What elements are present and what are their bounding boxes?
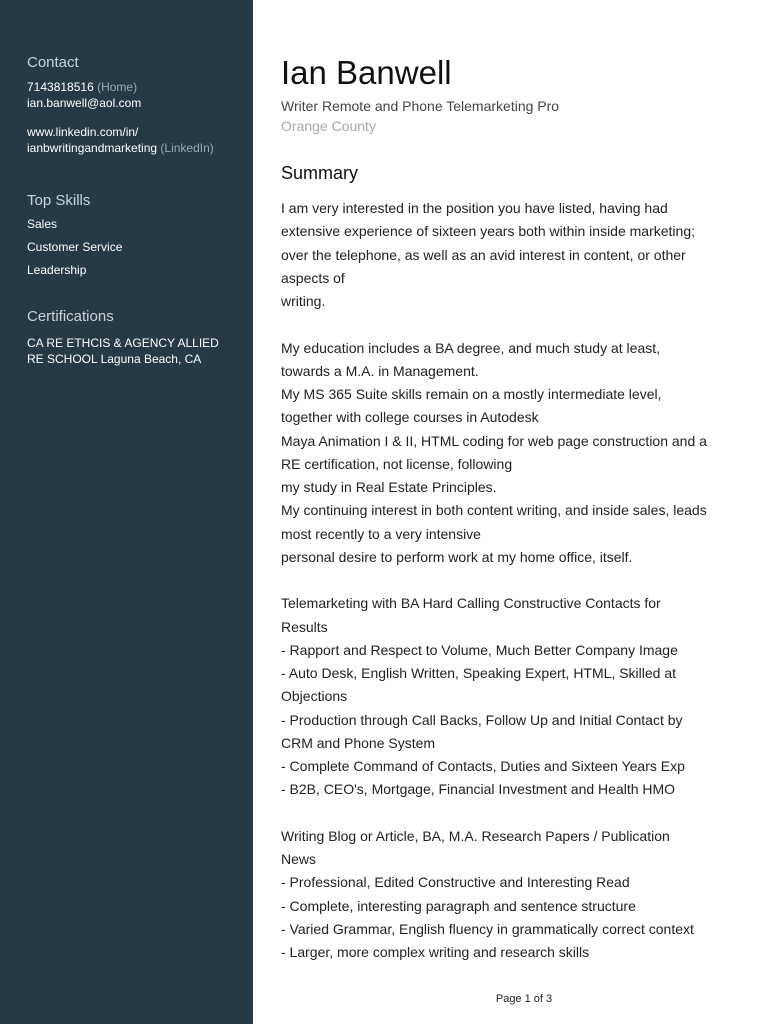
summary-line: - Complete, interesting paragraph and sentence structure: [281, 897, 636, 914]
certifications-heading: Certifications: [27, 308, 114, 325]
summary-line: CRM and Phone System: [281, 734, 436, 751]
summary-line: my study in Real Estate Principles.: [281, 479, 497, 495]
phone-line: [27, 79, 249, 95]
page-footer: Page 1 of 3: [495, 993, 553, 1005]
summary-line: - Varied Grammar, English fluency in grammatically correct context: [281, 920, 694, 937]
summary-line: RE certification, not license, following: [281, 455, 513, 472]
certification-line: RE SCHOOL Laguna Beach, CA: [27, 352, 202, 366]
summary-line: extensive experience of sixteen years both within inside marketing;: [281, 223, 695, 240]
summary-line: I am very interested in the position you have listed, having had: [281, 200, 668, 216]
summary-line: towards a M.A. in Management.: [281, 362, 479, 379]
summary-heading: Summary: [281, 163, 359, 183]
summary-line: Telemarketing with BA Hard Calling Constructive Contacts for: [281, 595, 661, 612]
skill-item: Customer Service: [27, 240, 123, 254]
skill-item: Sales: [27, 217, 58, 231]
summary-line: - Larger, more complex writing and research skills: [281, 944, 590, 960]
summary-line: - Professional, Edited Constructive and Interesting Read: [281, 874, 630, 891]
summary-line: My MS 365 Suite skills remain on a mostly intermediate level,: [281, 386, 662, 402]
summary-line: My continuing interest in both content writing, and inside sales, leads: [281, 502, 707, 519]
certifications-section: [27, 308, 249, 367]
summary-spacer: [281, 802, 747, 825]
headline: Writer Remote and Phone Telemarketing Pro: [281, 98, 560, 114]
skill-item: Leadership: [27, 263, 87, 277]
summary-line: My education includes a BA degree, and much study at least,: [281, 339, 661, 356]
contact-section: [27, 54, 249, 156]
contact-heading: Contact: [27, 54, 79, 71]
summary-line: News: [281, 851, 317, 867]
summary-line: Results: [281, 618, 328, 635]
summary-line: - Production through Call Backs, Follow Up and Initial Contact by: [281, 711, 683, 728]
summary-line: - Rapport and Respect to Volume, Much Better Company Image: [281, 641, 678, 658]
summary-line: most recently to a very intensive: [281, 525, 481, 542]
summary-line: personal desire to perform work at my home office, itself.: [281, 548, 633, 565]
linkedin-label: (LinkedIn): [160, 141, 214, 155]
summary-line: over the telephone, as well as an avid interest in content, or other: [281, 246, 686, 263]
candidate-name: Ian Banwell: [281, 54, 452, 91]
top-skills-section: [27, 192, 249, 282]
summary-line: - Complete Command of Contacts, Duties and Sixteen Years Exp: [281, 758, 685, 774]
summary-spacer: [281, 569, 747, 592]
summary-line: Objections: [281, 688, 348, 705]
linkedin-url-line1[interactable]: www.linkedin.com/in/: [27, 125, 139, 139]
top-skills-heading: Top Skills: [27, 192, 91, 209]
phone-number[interactable]: 7143818516: [27, 80, 94, 94]
summary-body: [281, 197, 747, 964]
phone-type: (Home): [97, 80, 138, 94]
summary-line: together with college courses in Autodesk: [281, 409, 539, 426]
linkedin-line2: [27, 140, 249, 156]
certification-line: CA RE ETHCIS & AGENCY ALLIED: [27, 336, 219, 350]
location: Orange County: [281, 118, 376, 134]
summary-line: Writing Blog or Article, BA, M.A. Research Papers / Publication: [281, 827, 670, 844]
summary-line: - B2B, CEO's, Mortgage, Financial Investment and Health HMO: [281, 781, 676, 798]
summary-line: - Auto Desk, English Written, Speaking Expert, HTML, Skilled at: [281, 665, 677, 681]
summary-line: Maya Animation I & II, HTML coding for web page construction and a: [281, 432, 707, 449]
summary-line: aspects of: [281, 269, 345, 286]
summary-spacer: [281, 313, 747, 336]
sidebar: [0, 0, 253, 1024]
summary-line: writing.: [281, 293, 326, 309]
linkedin-url-line2[interactable]: ianbwritingandmarketing: [27, 141, 158, 155]
email-link[interactable]: ian.banwell@aol.com: [27, 96, 142, 110]
